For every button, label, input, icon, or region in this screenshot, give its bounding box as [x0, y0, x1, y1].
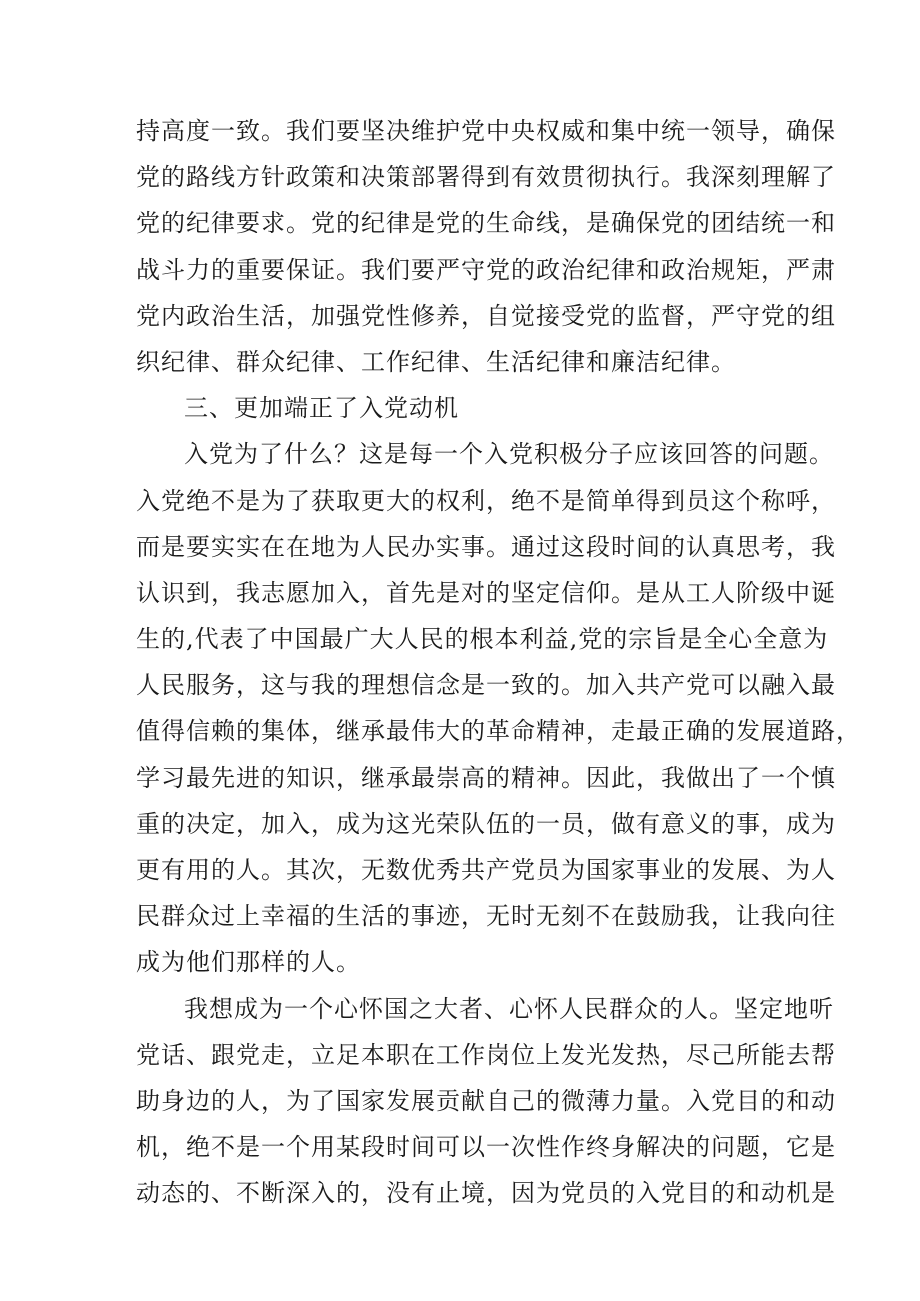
body-text	[136, 108, 861, 1217]
text-line: 值得信赖的集体，继承最伟大的革命精神，走最正确的发展道路，	[136, 717, 861, 746]
text-line: 党的纪律要求。党的纪律是党的生命线，是确保党的团结统一和	[136, 209, 836, 238]
text-line: 机，绝不是一个用某段时间可以一次性作终身解决的问题，它是	[136, 1133, 836, 1162]
text-line: 动态的、不断深入的，没有止境，因为党员的入党目的和动机是	[136, 1179, 836, 1208]
text-line: 我想成为一个心怀国之大者、心怀人民群众的人。坚定地听	[184, 994, 834, 1023]
text-line: 三、更加端正了入党动机	[184, 394, 459, 423]
text-line: 更有用的人。其次，无数优秀共产党员为国家事业的发展、为人	[136, 856, 836, 884]
text-line: 而是要实实在在地为人民办实事。通过这段时间的认真思考，我	[136, 532, 836, 561]
text-line: 入党绝不是为了获取更大的权利，绝不是简单得到员这个称呼，	[136, 486, 836, 515]
text-line: 民群众过上幸福的生活的事迹，无时无刻不在鼓励我，让我向往	[136, 902, 836, 931]
text-line: 入党为了什么？这是每一个入党积极分子应该回答的问题。	[184, 440, 834, 469]
text-line: 助身边的人，为了国家发展贡献自己的微薄力量。入党目的和动	[136, 1086, 836, 1115]
text-line: 生的,代表了中国最广大人民的根本利益,党的宗旨是全心全意为	[136, 625, 829, 654]
text-line: 持高度一致。我们要坚决维护党中央权威和集中统一领导，确保	[136, 117, 836, 145]
text-line: 认识到，我志愿加入，首先是对的坚定信仰。是从工人阶级中诞	[136, 578, 836, 607]
text-line: 党话、跟党走，立足本职在工作岗位上发光发热，尽己所能去帮	[136, 1040, 836, 1069]
text-line: 人民服务，这与我的理想信念是一致的。加入共产党可以融入最	[136, 671, 836, 700]
text-line: 党内政治生活，加强党性修养，自觉接受党的监督，严守党的组	[136, 301, 836, 330]
text-line: 战斗力的重要保证。我们要严守党的政治纪律和政治规矩，严肃	[136, 255, 836, 284]
text-line: 成为他们那样的人。	[136, 948, 361, 977]
text-line: 学习最先进的知识，继承最崇高的精神。因此，我做出了一个慎	[136, 763, 836, 792]
text-line: 党的路线方针政策和决策部署得到有效贯彻执行。我深刻理解了	[136, 163, 836, 192]
text-line: 重的决定，加入，成为这光荣队伍的一员，做有意义的事，成为	[136, 809, 836, 838]
text-line: 织纪律、群众纪律、工作纪律、生活纪律和廉洁纪律。	[136, 347, 736, 376]
